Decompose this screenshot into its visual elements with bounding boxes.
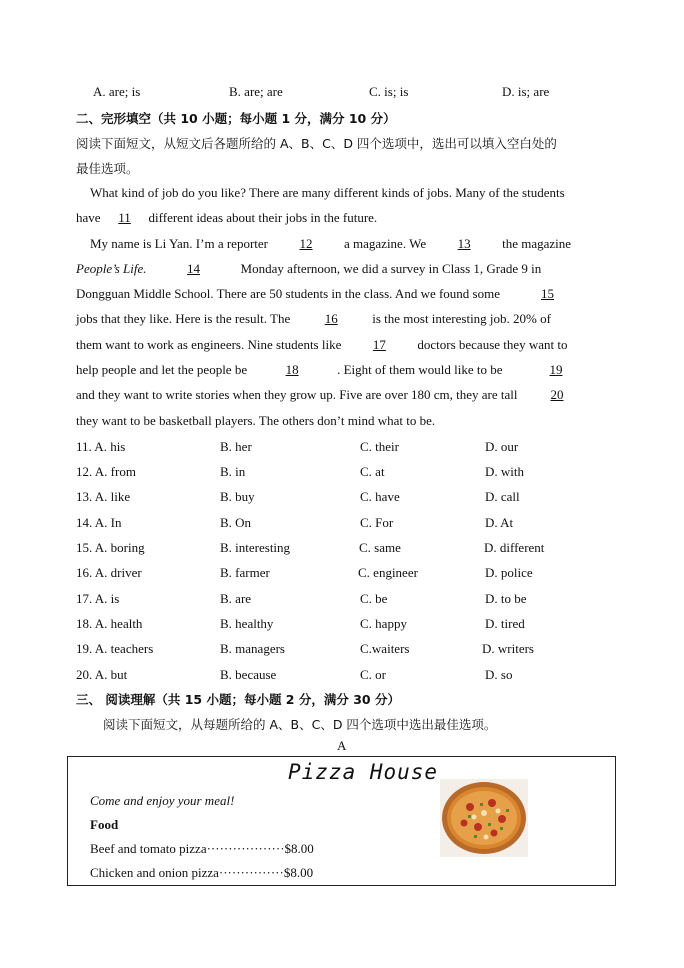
option-b: B. are xyxy=(220,591,252,606)
blank-20: 20 xyxy=(550,387,564,403)
question-row xyxy=(76,667,636,685)
menu-item xyxy=(90,865,313,881)
option-b: B. are; are xyxy=(229,84,283,99)
option-b: B. in xyxy=(220,464,246,479)
option-d: D. police xyxy=(485,565,533,580)
option-a: 13. A. like xyxy=(76,489,131,504)
blank-18: 18 xyxy=(285,362,299,378)
option-c: C. at xyxy=(360,464,385,479)
option-c: C. For xyxy=(360,515,394,530)
option-d: D. At xyxy=(485,515,514,530)
option-d: D. is; are xyxy=(502,84,550,99)
menu-item xyxy=(90,841,314,857)
option-d: D. with xyxy=(485,464,524,479)
option-a: 19. A. teachers xyxy=(76,641,154,656)
option-a: A. are; is xyxy=(93,84,141,99)
option-b: B. interesting xyxy=(220,540,291,555)
question-row xyxy=(76,439,636,457)
question-row xyxy=(76,565,636,583)
pizza-image xyxy=(440,779,528,857)
blank-15: 15 xyxy=(541,286,554,302)
passage-label: A xyxy=(337,738,347,753)
section3-heading: 三、 阅读理解（共 15 小题；每小题 2 分，满分 30 分） xyxy=(76,692,400,707)
passage-line: Dongguan Middle School. There are 50 students in the class. And we found some 15 xyxy=(76,281,609,306)
passage-line: My name is Li Yan. I’m a reporter 12 a magazine. We 13 the magazine xyxy=(76,231,609,256)
option-c: C. be xyxy=(360,591,388,606)
menu-item-dots: ··············· xyxy=(218,865,284,880)
section3-instruction: 阅读下面短文，从每题所给的 A、B、C、D 四个选项中选出最佳选项。 xyxy=(103,717,497,732)
question-row xyxy=(76,591,636,609)
blank-11: 11 xyxy=(118,210,131,226)
option-b: B. buy xyxy=(220,489,255,504)
option-c: C. same xyxy=(359,540,401,555)
cloze-passage xyxy=(76,180,609,433)
option-c: C.waiters xyxy=(360,641,410,656)
option-a: 11. A. his xyxy=(76,439,126,454)
menu-item-dots: ·················· xyxy=(206,841,285,856)
question-row xyxy=(76,641,636,659)
menu-item-price: $8.00 xyxy=(283,865,314,880)
section2-heading: 二、完形填空（共 10 小题；每小题 1 分，满分 10 分） xyxy=(76,111,396,126)
pizza-icon xyxy=(440,779,528,857)
option-d: D. call xyxy=(485,489,520,504)
option-b: B. her xyxy=(220,439,252,454)
blank-13: 13 xyxy=(457,235,471,251)
menu-item-name: Chicken and onion pizza xyxy=(90,865,219,880)
passage-line: What kind of job do you like? There are many different kinds of jobs. Many of the students xyxy=(90,185,565,200)
passage-line: them want to work as engineers. Nine students like 17 doctors because they want to xyxy=(76,332,609,357)
section2-instruction-line1: 阅读下面短文，从短文后各题所给的 A、B、C、D 四个选项中，选出可以填入空白处的 xyxy=(76,136,557,151)
question-row xyxy=(76,489,636,507)
question-row xyxy=(76,515,636,533)
option-c: C. engineer xyxy=(358,565,418,580)
menu-item-price: $8.00 xyxy=(284,841,314,856)
option-a: 14. A. In xyxy=(76,515,122,530)
blank-19: 19 xyxy=(549,362,563,378)
option-a: 20. A. but xyxy=(76,667,128,682)
option-d: D. our xyxy=(485,439,519,454)
option-d: D. different xyxy=(484,540,545,555)
menu-food-heading: Food xyxy=(90,817,119,832)
passage-line: jobs that they like. Here is the result. The 16 is the most interesting job. 20% of xyxy=(76,306,609,331)
section2-instruction-line2: 最佳选项。 xyxy=(76,161,139,176)
blank-17: 17 xyxy=(372,336,386,352)
option-a: 12. A. from xyxy=(76,464,136,479)
blank-14: 14 xyxy=(187,260,201,276)
blank-16: 16 xyxy=(324,311,338,327)
option-d: D. tired xyxy=(485,616,525,631)
option-b: B. On xyxy=(220,515,252,530)
blank-12: 12 xyxy=(299,235,313,251)
option-a: 18. A. health xyxy=(76,616,143,631)
option-b: B. farmer xyxy=(220,565,270,580)
option-c: C. is; is xyxy=(369,84,409,99)
question-row xyxy=(76,464,636,482)
option-a: 16. A. driver xyxy=(76,565,142,580)
option-a: 15. A. boring xyxy=(76,540,145,555)
passage-line: help people and let the people be 18 . Eight of them would like to be 19 xyxy=(76,357,609,382)
menu-tagline: Come and enjoy your meal! xyxy=(90,793,235,808)
question-row xyxy=(76,616,636,634)
option-c: C. happy xyxy=(360,616,407,631)
option-b: B. healthy xyxy=(220,616,274,631)
prev-question-options xyxy=(76,84,636,102)
option-d: D. to be xyxy=(485,591,527,606)
question-row xyxy=(76,540,636,558)
menu-item-name: Beef and tomato pizza xyxy=(90,841,207,856)
option-c: C. have xyxy=(360,489,400,504)
passage-line: they want to be basketball players. The others don’t mind what to be. xyxy=(76,412,436,428)
menu-title: Pizza House xyxy=(288,760,439,784)
option-b: B. because xyxy=(220,667,277,682)
option-c: C. their xyxy=(360,439,399,454)
passage-line: and they want to write stories when they grow up. Five are over 180 cm, they are tall 20 xyxy=(76,382,609,407)
option-d: D. writers xyxy=(482,641,534,656)
option-c: C. or xyxy=(360,667,386,682)
option-b: B. managers xyxy=(220,641,285,656)
option-a: 17. A. is xyxy=(76,591,120,606)
option-d: D. so xyxy=(485,667,513,682)
passage-line: have 11 different ideas about their jobs in the future. xyxy=(76,205,609,230)
passage-line: People’s Life. 14 Monday afternoon, we did a survey in Class 1, Grade 9 in xyxy=(76,256,609,281)
